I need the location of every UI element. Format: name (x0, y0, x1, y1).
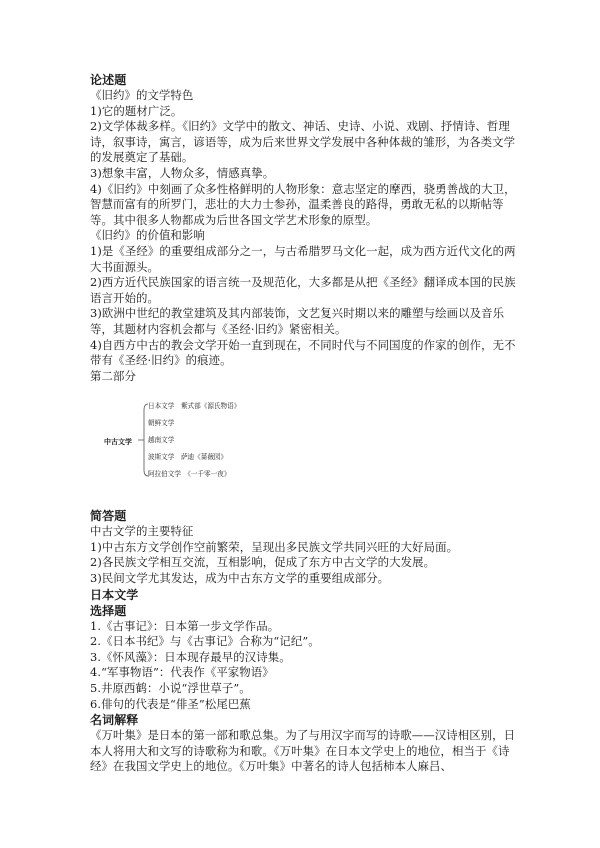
list-item: 4.“军事物语”：代表作《平家物语》 (90, 665, 274, 680)
paragraph: 1)中古东方文学创作空前繁荣，呈现出多民族文学共同兴旺的大好局面。 (90, 539, 459, 554)
paragraph: 3)民间文学尤其发达，成为中古东方文学的重要组成部分。 (90, 571, 390, 586)
paragraph: 《旧约》的文学特色 (90, 88, 194, 102)
document-body (90, 72, 520, 775)
paragraph: 4)自西方中古的教会文学开始一直到现在，不同时代与不同国度的作家的创作，无不带有《圣经·旧约》的痕迹。 (90, 337, 516, 368)
diagram-root-label: 中古文学 (104, 438, 132, 447)
paragraph: 4)《旧约》中刻画了众多性格鲜明的人物形象：意志坚定的摩西，骁勇善战的大卫，智慧而富有的所罗门，悲壮的大力士参孙，温柔善良的路得，勇敢无私的以斯帖等等。其中很多人物都成为后世各国文学艺术形象的原型。 (90, 181, 516, 227)
paragraph: 《旧约》的价值和影响 (90, 228, 205, 243)
paragraph: 1)它的题材广泛。 (90, 103, 183, 118)
list-item: 3.《怀风藻》：日本现存最早的汉诗集。 (90, 649, 291, 664)
section-heading-japanese-literature: 日本文学 (90, 587, 139, 602)
paragraph: 《万叶集》是日本的第一部和歌总集。为了与用汉字而写的诗歌——汉诗相区别，日本人将用大和文写的诗歌称为和歌。《万叶集》在日本文学史上的地位，相当于《诗经》在我国文学史上的地位。《万叶集》中著名的诗人包括柿本人麻吕、 (90, 728, 516, 774)
paragraph: 3)想象丰富，人物众多，情感真挚。 (90, 165, 275, 180)
diagram-branch: 阿拉伯文学 《一千零一夜》 (148, 470, 231, 479)
section-heading-multiple-choice: 选择题 (90, 603, 127, 618)
diagram-branch: 朝鲜文学 (148, 419, 175, 428)
diagram-branch: 波斯文学 萨迪《蔷薇园》 (148, 453, 228, 462)
paragraph: 1)是《圣经》的重要组成部分之一，与古希腊罗马文化一起，成为西方近代文化的两大书面源头。 (90, 243, 516, 274)
list-item: 6.俳句的代表是“俳圣”松尾巴蕉 (90, 696, 251, 711)
section-heading-essay: 论述题 (90, 73, 127, 87)
section-heading-short-answer: 简答题 (90, 509, 127, 524)
part-two-label: 第二部分 (90, 368, 136, 383)
diagram-branch: 越南文学 (148, 436, 175, 445)
paragraph: 2)各民族文学相互交流，互相影响，促成了东方中古文学的大发展。 (90, 555, 436, 570)
list-item: 1.《古事记》：日本第一步文学作品。 (90, 618, 280, 633)
paragraph: 2)文学体裁多样。《旧约》文学中的散文、神话、史诗、小说、戏剧、抒情诗、哲理诗，叙事诗，寓言，谚语等，成为后来世界文学发展中各种体裁的雏形，为各类文学的发展奠定了基础。 (90, 119, 516, 165)
medieval-literature-diagram (90, 396, 520, 496)
list-item: 5.井原西鹤：小说“浮世草子”。 (90, 681, 251, 696)
list-item: 2.《日本书纪》与《古事记》合称为“记纪”。 (90, 634, 320, 649)
section-heading-term-definition: 名词解释 (90, 713, 139, 728)
paragraph: 中古文学的主要特征 (90, 524, 194, 539)
diagram-branch: 日本文学 紫式部《源氏物语》 (148, 402, 241, 411)
paragraph: 3)欧洲中世纪的教堂建筑及其内部装饰，文艺复兴时期以来的雕塑与绘画以及音乐等，其题材内容机会都与《圣经·旧约》紧密相关。 (90, 306, 505, 336)
paragraph: 2)西方近代民族国家的语言统一及规范化，大多都是从把《圣经》翻译成本国的民族语言开始的。 (90, 275, 516, 305)
